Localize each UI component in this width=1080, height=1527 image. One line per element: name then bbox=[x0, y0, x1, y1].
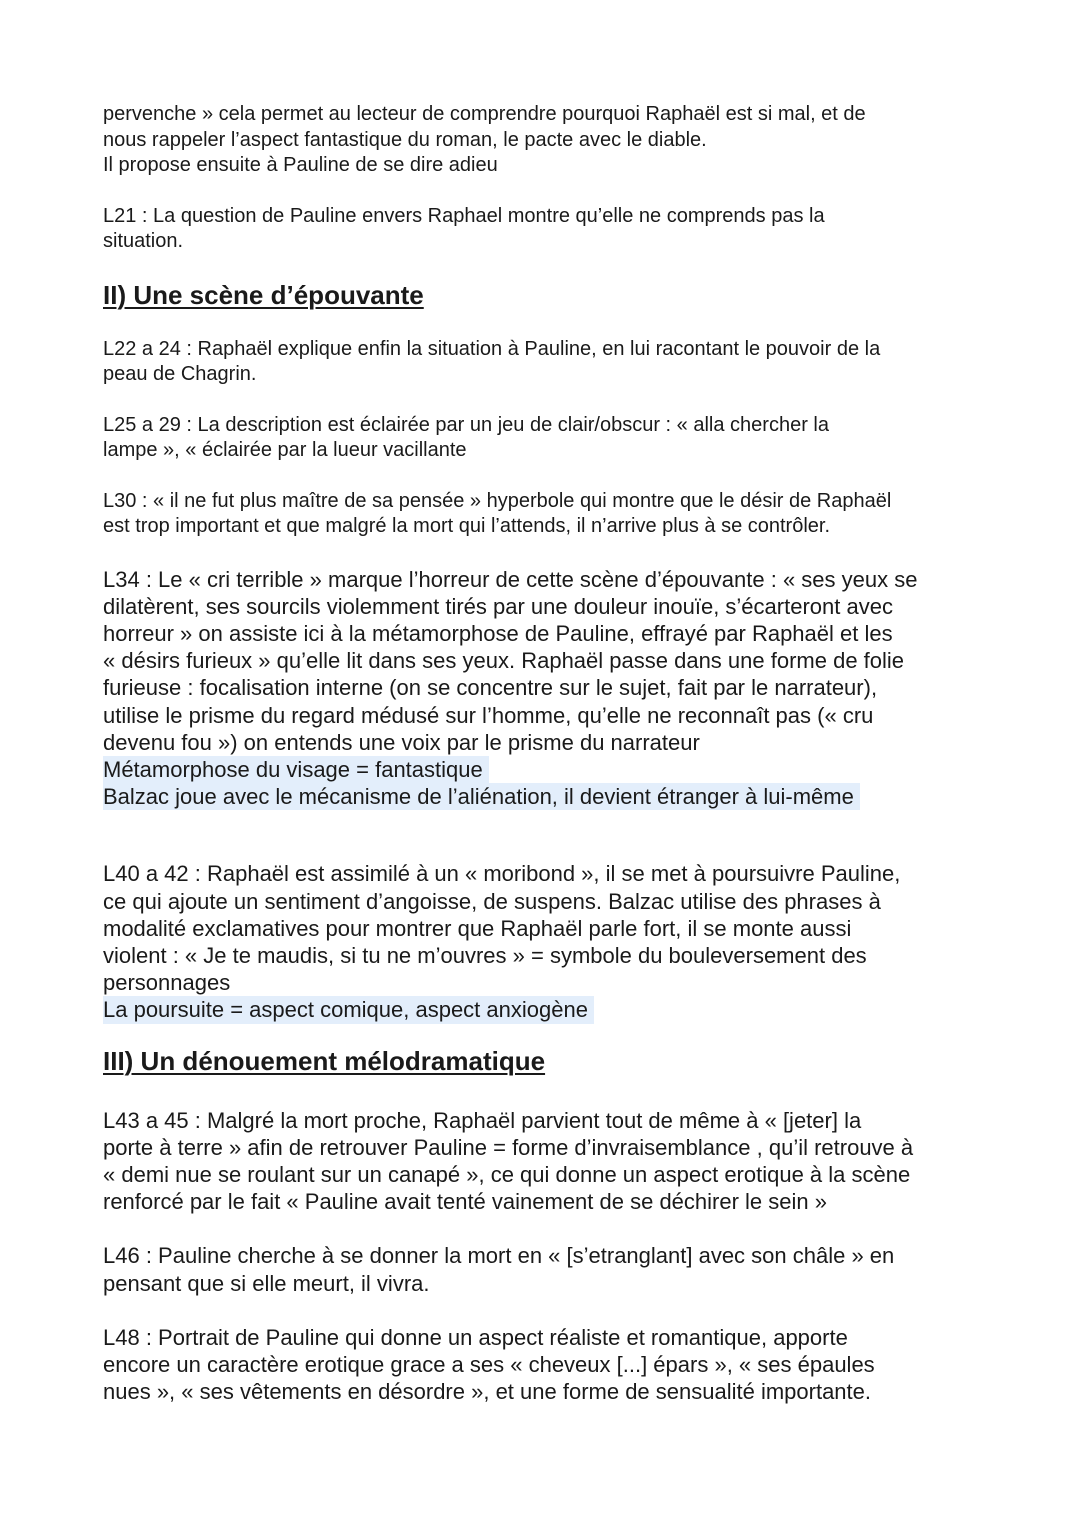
highlighted-note bbox=[103, 996, 993, 1023]
text-line: nous rappeler l’aspect fantastique du roman, le pacte avec le diable. bbox=[103, 128, 707, 151]
highlighted-note-text: Balzac joue avec le mécanisme de l’aliénation, il devient étranger à lui-même bbox=[103, 783, 860, 810]
text-line: L48 : Portrait de Pauline qui donne un aspect réaliste et romantique, apporte bbox=[103, 1324, 848, 1350]
text-line: L22 a 24 : Raphaël explique enfin la situation à Pauline, en lui racontant le pouvoir de la bbox=[103, 337, 881, 360]
text-line: Il propose ensuite à Pauline de se dire adieu bbox=[103, 154, 498, 176]
paragraph-l46 bbox=[103, 1242, 993, 1296]
text-line: « demi nue se roulant sur un canapé », ce qui donne un aspect erotique à la scène bbox=[103, 1161, 911, 1187]
text-line: horreur » on assiste ici à la métamorphose de Pauline, effrayé par Raphaël et les bbox=[103, 620, 893, 646]
highlighted-note bbox=[103, 783, 993, 810]
text-line: personnages bbox=[103, 970, 231, 996]
paragraph-l34 bbox=[103, 566, 993, 811]
text-line: porte à terre » afin de retrouver Pauline = forme d’invraisemblance , qu’il retrouve à bbox=[103, 1134, 914, 1160]
text-line: situation. bbox=[103, 230, 184, 252]
text-line: L46 : Pauline cherche à se donner la mort en « [s’etranglant] avec son châle » en bbox=[103, 1243, 895, 1269]
text-line: L25 a 29 : La description est éclairée par un jeu de clair/obscur : « alla chercher la bbox=[103, 413, 829, 436]
text-line: violent : « Je te maudis, si tu ne m’ouvres » = symbole du bouleversement des bbox=[103, 942, 867, 968]
paragraph-l22 bbox=[103, 337, 993, 388]
text-line: modalité exclamatives pour montrer que Raphaël parle fort, il se monte aussi bbox=[103, 915, 852, 941]
text-line: utilise le prisme du regard médusé sur l’homme, qu’elle ne reconnaît pas (« cru bbox=[103, 702, 874, 728]
text-line: « désirs furieux » qu’elle lit dans ses yeux. Raphaël passe dans une forme de folie bbox=[103, 648, 905, 674]
paragraph-l40 bbox=[103, 860, 993, 1023]
text-line: L21 : La question de Pauline envers Raphael montre qu’elle ne comprends pas la bbox=[103, 204, 825, 227]
text-line: L34 : Le « cri terrible » marque l’horreur de cette scène d’épouvante : « ses yeux se bbox=[103, 566, 918, 592]
document-page bbox=[103, 102, 993, 1405]
text-line: nues », « ses vêtements en désordre », et une forme de sensualité importante. bbox=[103, 1379, 872, 1405]
paragraph-pacte bbox=[103, 102, 993, 179]
paragraph-l43 bbox=[103, 1107, 993, 1216]
text-line: ce qui ajoute un sentiment d’angoisse, de suspens. Balzac utilise des phrases à bbox=[103, 888, 881, 914]
text-line: pervenche » cela permet au lecteur de comprendre pourquoi Raphaël est si mal, et de bbox=[103, 103, 866, 125]
section-heading-2: II) Une scène d’épouvante bbox=[103, 279, 424, 310]
text-line: est trop important et que malgré la mort qui l’attends, il n’arrive plus à se contrôler. bbox=[103, 515, 831, 537]
text-line: renforcé par le fait « Pauline avait tenté vainement de se déchirer le sein » bbox=[103, 1189, 827, 1215]
highlighted-note-text: Métamorphose du visage = fantastique bbox=[103, 756, 489, 783]
text-line: devenu fou ») on entends une voix par le prisme du narrateur bbox=[103, 729, 700, 755]
section-heading-3: III) Un dénouement mélodramatique bbox=[103, 1045, 546, 1076]
paragraph-l30 bbox=[103, 489, 993, 540]
text-line: peau de Chagrin. bbox=[103, 363, 257, 385]
paragraph-l48 bbox=[103, 1324, 993, 1406]
paragraph-l21 bbox=[103, 204, 993, 255]
text-line: encore un caractère erotique grace a ses « cheveux [...] épars », « ses épaules bbox=[103, 1351, 875, 1377]
text-line: L43 a 45 : Malgré la mort proche, Raphaël parvient tout de même à « [jeter] la bbox=[103, 1107, 862, 1133]
text-line: furieuse : focalisation interne (on se concentre sur le sujet, fait par le narrateur), bbox=[103, 675, 878, 701]
highlighted-note-text: La poursuite = aspect comique, aspect anxiogène bbox=[103, 996, 594, 1023]
highlighted-note bbox=[103, 756, 993, 783]
text-line: lampe », « éclairée par la lueur vacillante bbox=[103, 439, 467, 461]
text-line: pensant que si elle meurt, il vivra. bbox=[103, 1270, 430, 1296]
paragraph-l25 bbox=[103, 413, 993, 464]
text-line: dilatèrent, ses sourcils violemment tirés par une douleur inouïe, s’écarteront avec bbox=[103, 593, 893, 619]
text-line: L40 a 42 : Raphaël est assimilé à un « moribond », il se met à poursuivre Pauline, bbox=[103, 861, 901, 887]
text-line: L30 : « il ne fut plus maître de sa pensée » hyperbole qui montre que le désir de Raphaël bbox=[103, 489, 892, 512]
